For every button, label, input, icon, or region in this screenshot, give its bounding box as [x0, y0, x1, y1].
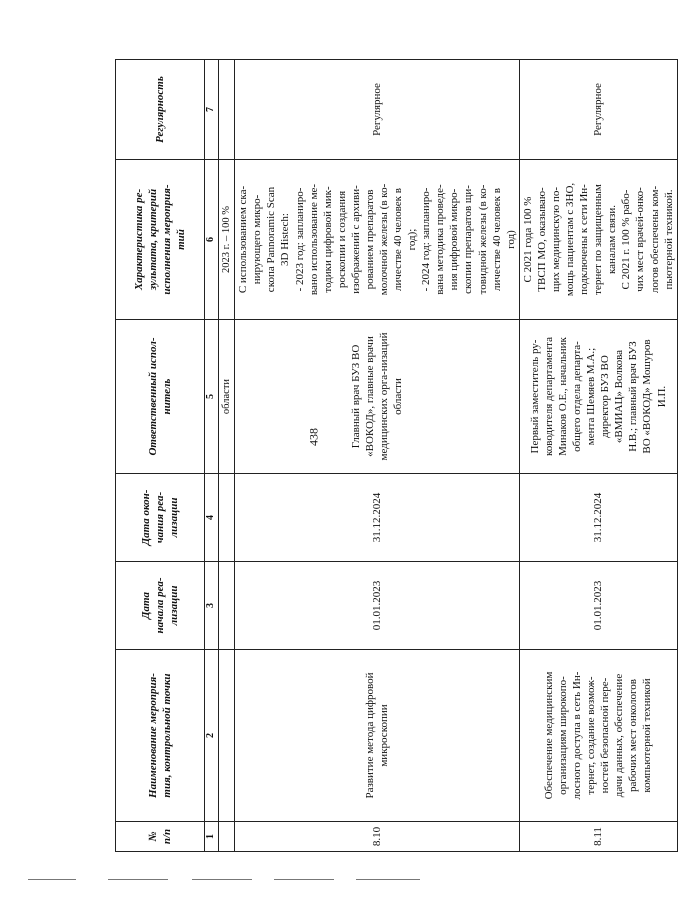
- column-number: 3: [205, 562, 219, 650]
- divider-line: [192, 879, 252, 880]
- continuation-result: 2023 г. – 100 %: [218, 160, 234, 320]
- row-result: С 2021 года 100 % ТВСП МО, оказываю- щих медицинскую по- мощь пациентам с ЗНО, подключены к сети Ин- тернет по защищенным каналам связи. С 2021 г. 100 % рабо- чих мест врачей-онко- логов обеспечены ком- пьютерной техникой.: [519, 160, 677, 320]
- column-number: 4: [205, 474, 219, 562]
- table-row: [519, 60, 677, 852]
- table-cell: [218, 562, 234, 650]
- column-number-row: [205, 60, 219, 852]
- header-row: [116, 60, 205, 852]
- table-cell: [218, 60, 234, 160]
- row-responsible: Главный врач БУЗ ВО «ВОКОД», главные врачи медицинских орга-низаций области: [235, 320, 520, 474]
- divider-line: [28, 879, 76, 880]
- column-number: 1: [205, 822, 219, 852]
- row-num: 8.10: [235, 822, 520, 852]
- divider-line: [356, 879, 420, 880]
- divider-line: [274, 879, 334, 880]
- column-number: 2: [205, 650, 219, 822]
- table-cell: [218, 474, 234, 562]
- header-name: Наименование мероприя- тия, контрольной точки: [116, 650, 205, 822]
- header-end-date: Дата окон- чания реа- лизации: [116, 474, 205, 562]
- row-num: 8.11: [519, 822, 677, 852]
- continuation-row: [218, 60, 234, 852]
- row-end-date: 31.12.2024: [235, 474, 520, 562]
- row-responsible: Первый заместитель ру- ководителя департамента Минаков О.Е., начальник общего отдела департа- мента Шемяев М.А.; директор БУЗ ВО «ВМИАЦ» Волкова Н.В.; главный врач БУЗ ВО «ВОКОД» Мошуров И.П.: [519, 320, 677, 474]
- continuation-responsible: области: [218, 320, 234, 474]
- header-regularity: Регулярность: [116, 60, 205, 160]
- row-name: Развитие метода цифровой микроскопии: [235, 650, 520, 822]
- table-row: [235, 60, 520, 852]
- column-number: 5: [205, 320, 219, 474]
- events-table: [115, 59, 678, 852]
- header-num: № п/п: [116, 822, 205, 852]
- header-responsible: Ответственный испол- нитель: [116, 320, 205, 474]
- footer-divider-lines: [28, 879, 448, 883]
- row-name: Обеспечение медицинским организациям широкопо- лосного доступа в сеть Ин- тернет, создание возмож- ностей безопасной пере- дачи данных, обеспечение рабочих мест онкологов компьютерной техникой: [519, 650, 677, 822]
- row-regularity: Регулярное: [519, 60, 677, 160]
- table-cell: [218, 650, 234, 822]
- header-start-date: Дата начала реа- лизации: [116, 562, 205, 650]
- column-number: 7: [205, 60, 219, 160]
- page-number: 438: [306, 428, 321, 446]
- table-cell: [218, 822, 234, 852]
- row-start-date: 01.01.2023: [235, 562, 520, 650]
- header-result: Характеристика ре- зультата, критерий исполнения мероприя- тий: [116, 160, 205, 320]
- column-number: 6: [205, 160, 219, 320]
- divider-line: [108, 879, 168, 880]
- row-end-date: 31.12.2024: [519, 474, 677, 562]
- rotated-page-content: [115, 60, 675, 852]
- row-regularity: Регулярное: [235, 60, 520, 160]
- row-result: С использованием ска- нирующего микро- скопа Pannoramic Scan 3D Histech: - 2023 год: запланиро- вано использование ме- тодики цифровой мик- роскопии и создания изображений с архиви- рованием препаратов молочной железы (в ко- личестве 40 человек в год); - 2024 год: запланиро- вана методика проведе- ния цифровой микро- скопии препаратов щи- товидной железы (в ко- личестве 40 человек в год): [235, 160, 520, 320]
- row-start-date: 01.01.2023: [519, 562, 677, 650]
